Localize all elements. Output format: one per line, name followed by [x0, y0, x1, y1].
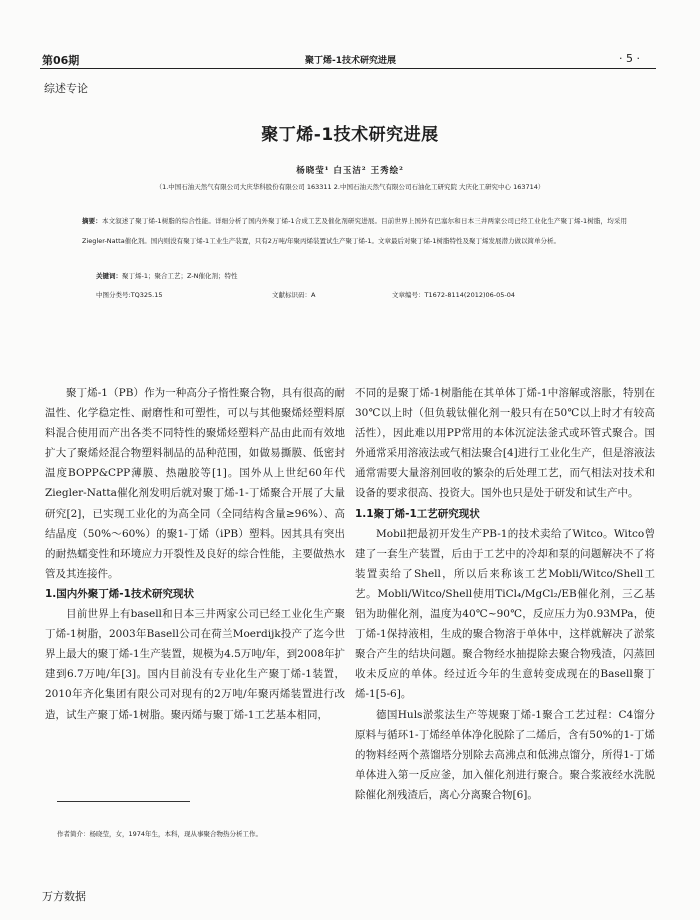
section-label: 综述专论	[44, 82, 88, 95]
document-code: 文献标识码：A	[272, 291, 316, 299]
paragraph: Mobil把最初开发生产PB-1的技术卖给了Witco。Witco曾建了一套生产装置，后由于工艺中的冷却和泵的问题解决不了将装置卖给了Shell，所以后来称该工艺Mobli/Witco/Shell工艺。Mobli/Witco/Shell使用TiCl₄/MgCl₂/EB催化剂，三乙基铝为助催化剂，温度为40℃~90℃，反应压力为0.93MPa，使丁烯-1保持液相，生成的聚合物溶于单体中，这样就解决了淤浆聚合产生的结块问题。聚合物经水抽提除去聚合物残渣，闪蒸回收未反应的单体。经过近今年的生意转变成现在的Basell聚丁烯-1[5-6]。	[355, 527, 655, 701]
page-number: · 5 ·	[619, 52, 640, 65]
paragraph: 目前世界上有basell和日本三井两家公司已经工业化生产聚丁烯-1树脂，2003年Basell公司在荷兰Moerdijk投产了迄今世界上最大的聚丁烯-1生产装置，规模为4.5万吨/年，到2008年扩建到6.7万吨/年[3]。国内目前没有专业化生产聚丁烯-1装置，2010年齐化集团有限公司对现有的2万吨/年聚丙烯装置进行改造，试生产聚丁烯-1树脂。聚丙烯与聚丁烯-1工艺基本相同，	[45, 608, 345, 721]
paragraph: 德国Huls淤浆法生产等规聚丁烯-1聚合工艺过程：C4馏分原料与循环1-丁烯经单体净化脱除了二烯后，含有50%的1-丁烯的物料经两个蒸馏塔分别除去高沸点和低沸点馏分，所得1-丁烯单体进入第一反应釜，加入催化剂进行聚合。聚合浆液经水洗脱除催化剂残渣后，离心分离聚合物[6]。	[355, 708, 655, 801]
journal-issue: 第06期	[42, 54, 80, 67]
paragraph: 聚丁烯-1（PB）作为一种高分子惰性聚合物，具有很高的耐温性、化学稳定性、耐磨性和可塑性，可以与其他聚烯烃塑料原料混合使用而产出各类不同特性的聚烯烃塑料产品由此而有效地扩大了聚烯烃混合物塑料制品的品种范围，如做易撕膜、低密封温度BOPP&CPP薄膜、热融胶等[1]。国外从上世纪60年代Ziegler-Natta催化剂发明后就对聚丁烯-1-丁烯聚合开展了大量研究[2]，已实现工业化的为高全同（全同结构含量≥96%）、高结晶度（50%～60%）的聚1-丁烯（iPB）塑料。因其具有突出的耐热蠕变性和环境应力开裂性及良好的综合性能，主要做热水管及其连接件。	[45, 387, 345, 580]
running-title: 聚丁烯-1技术研究进展	[305, 56, 396, 66]
clc-number: 中图分类号:TQ325.15	[96, 291, 163, 299]
keywords-label: 关键词：	[96, 272, 122, 280]
footnote-rule	[57, 801, 190, 802]
body-right-column	[355, 383, 655, 805]
abstract-text: 本文叙述了聚丁烯-1树脂的综合性能。详细分析了国内外聚丁烯-1合成工艺及催化剂研究进展。目前世界上国外有巴塞尔和日本三井两家公司已经工业化生产聚丁烯-1树脂，均采用Ziegler-Natta催化剂。国内则没有聚丁烯-1工业生产装置，只有2万吨/年聚丙烯装置试生产聚丁烯-1。文章最后对聚丁烯-1树脂特性及聚丁烯发展潜力做以简单分析。	[82, 217, 627, 245]
affiliation: （1.中国石油天然气有限公司大庆华科股份有限公司 163311 2.中国石油天然气有限公司石油化工研究院 大庆化工研究中心 163714）	[155, 183, 545, 191]
keywords-text: 聚丁烯-1；聚合工艺；Z-N催化剂；特性	[122, 272, 238, 280]
abstract-label: 摘要：	[82, 217, 102, 225]
author-footnote: 作者简介：杨晓莹，女，1974年生，本科，现从事聚合物热分析工作。	[57, 830, 263, 838]
article-number: 文章编号：T1672-8114(2012)06-05-04	[392, 291, 516, 299]
paragraph: 不同的是聚丁烯-1树脂能在其单体丁烯-1中溶解或溶胀，特别在30℃以上时（但负载钛催化剂一般只有在50℃以上时才有较高活性），因此难以用PP常用的本体沉淀法釜式或环管式聚合。国外通常采用溶液法或气相法聚合[4]进行工业化生产，但是溶液法通常需要大量溶剂回收的繁杂的后处理工艺，而气相法对技术和设备的要求很高、投资大。国外也只是处于研发和试生产中。	[355, 387, 655, 500]
watermark: 万方数据	[42, 890, 86, 903]
article-title: 聚丁烯-1技术研究进展	[261, 125, 439, 145]
header-rule	[40, 68, 656, 69]
abstract	[82, 212, 627, 251]
body-left-column	[45, 383, 345, 725]
subsection-heading: 1.1聚丁烯-1工艺研究现状	[355, 507, 480, 520]
section-heading: 1.国内外聚丁烯-1技术研究现状	[45, 587, 194, 600]
keywords	[96, 271, 238, 280]
authors: 杨晓莹¹ 白玉洁² 王秀绘²	[296, 166, 404, 176]
